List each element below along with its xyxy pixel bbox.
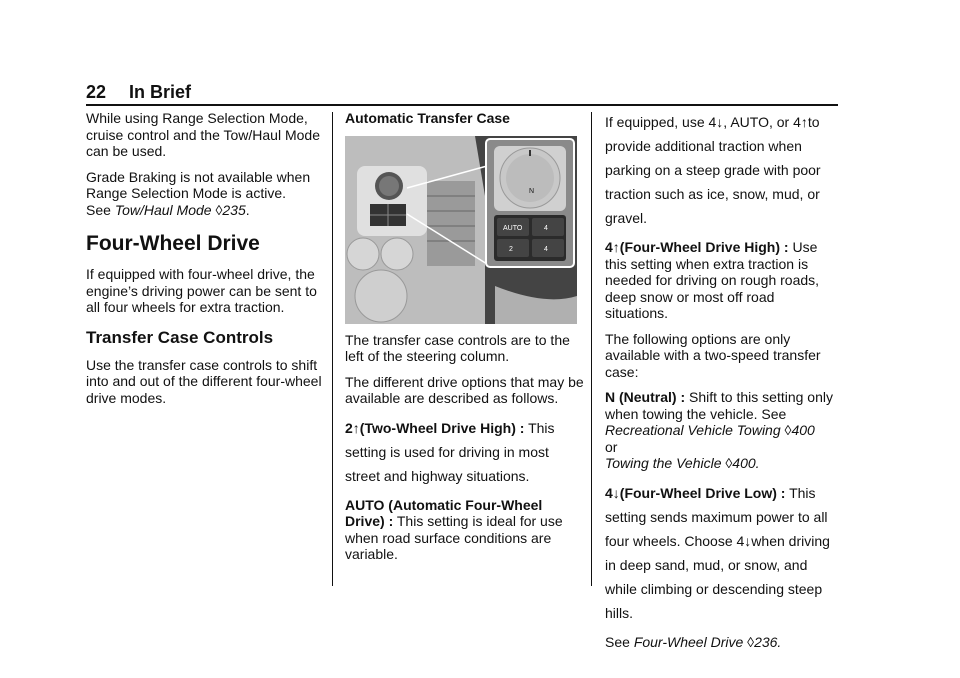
paragraph: 2↑(Two-Wheel Drive High) : This setting is used for driving in most street and highway situations. xyxy=(345,419,555,484)
transfer-case-photo xyxy=(345,136,577,324)
page-ref-icon: ◊ xyxy=(725,455,733,471)
dial-label-n: N xyxy=(529,187,535,195)
paragraph: AUTO (Automatic Four-Wheel Drive) : This setting is ideal for use when road surface conditions are variable. xyxy=(345,496,563,562)
column-divider-1 xyxy=(332,112,333,586)
column-1 xyxy=(86,110,326,415)
button-label-4h: 4 xyxy=(544,224,548,232)
paragraph: If equipped with four-wheel drive, the engine’s driving power can be sent to all four wheels for extra traction. xyxy=(86,266,317,315)
cross-reference-link[interactable]: Tow/Haul Mode xyxy=(114,201,212,218)
subsection-heading: Transfer Case Controls xyxy=(86,327,274,347)
column-divider-2 xyxy=(591,112,592,586)
paragraph: 4↓(Four-Wheel Drive Low) : This setting sends maximum power to all four wheels. Choose 4↓when driving in deep sand, mud, or snow, and while climbing or descending steep hills. xyxy=(605,484,830,621)
figure-title: Automatic Transfer Case xyxy=(345,110,510,126)
paragraph: While using Range Selection Mode, cruise control and the Tow/Haul Mode can be used. xyxy=(86,110,320,159)
cross-reference-link[interactable]: Four-Wheel Drive xyxy=(633,633,744,650)
column-3 xyxy=(605,110,840,659)
button-label-2h: 2 xyxy=(509,245,513,253)
transfer-case-illustration xyxy=(345,136,577,324)
paragraph: The transfer case controls are to the left of the steering column. xyxy=(345,331,570,364)
page-number: 22 xyxy=(86,82,107,102)
cross-reference-link[interactable]: Towing the Vehicle xyxy=(605,455,722,471)
paragraph: The different drive options that may be available are described as follows. xyxy=(345,373,584,406)
section-heading: Four-Wheel Drive xyxy=(86,232,260,255)
term: AUTO (Automatic Four-Wheel Drive) : xyxy=(345,496,543,529)
page-ref: 236. xyxy=(754,633,782,650)
page-ref: 400. xyxy=(732,455,760,471)
button-label-auto: AUTO xyxy=(503,224,523,232)
header-rule xyxy=(86,104,838,106)
term: 2↑(Two-Wheel Drive High) : xyxy=(345,419,525,436)
page-ref-icon: ◊ xyxy=(784,422,792,438)
button-label-4l: 4 xyxy=(544,245,548,253)
term: 4↓(Four-Wheel Drive Low) : xyxy=(605,484,786,501)
page-ref-icon: ◊ xyxy=(747,633,755,650)
cross-reference-link[interactable]: Recreational Vehicle Towing xyxy=(605,422,781,438)
paragraph: Use the transfer case controls to shift into and out of the different four-wheel drive modes. xyxy=(86,356,322,406)
page-ref: 235 xyxy=(222,201,246,218)
section-title: In Brief xyxy=(129,82,192,102)
paragraph: If equipped, use 4↓, AUTO, or 4↑to provide additional traction when parking on a steep grade with poor traction such as ice, snow, mud, or gravel. xyxy=(605,114,821,226)
paragraph: See Four-Wheel Drive ◊236. xyxy=(605,633,782,650)
paragraph: N (Neutral) : Shift to this setting only when towing the vehicle. See Recreational Vehicle Towing ◊400 or Towing the Vehicle ◊400. xyxy=(605,389,833,471)
page-ref: 400 xyxy=(791,422,815,438)
column-2 xyxy=(345,110,585,572)
paragraph: The following options are only available with a two-speed transfer case: xyxy=(605,330,821,380)
page-ref-icon: ◊ xyxy=(215,201,223,218)
term: N (Neutral) : xyxy=(605,389,686,405)
paragraph: 4↑(Four-Wheel Drive High) : Use this setting when extra traction is needed for driving on rough roads, deep snow or most off road situations. xyxy=(605,239,820,321)
page-header xyxy=(86,82,191,103)
term: 4↑(Four-Wheel Drive High) : xyxy=(605,239,789,255)
paragraph: Grade Braking is not available when Range Selection Mode is active. See Tow/Haul Mode ◊235. xyxy=(86,168,311,218)
